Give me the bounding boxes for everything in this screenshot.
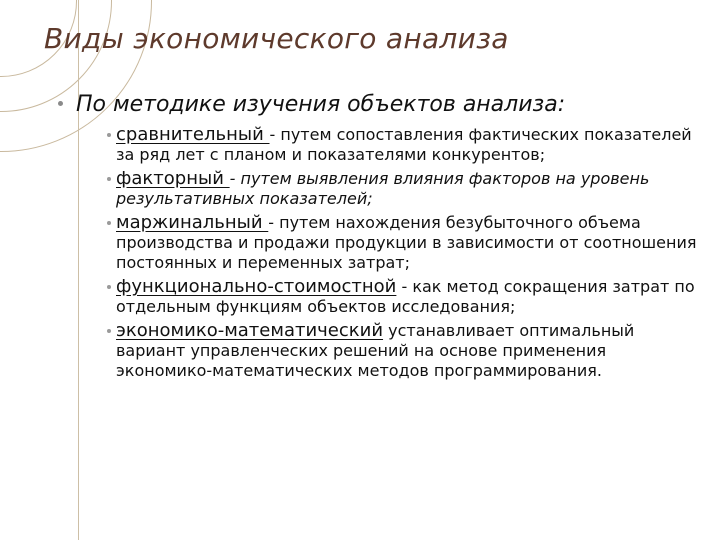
method-description: - путем сопоставления фактических показателей за ряд лет с планом и показателями конкурентов; [116,125,692,164]
bullet-icon [107,133,111,137]
level1-item [58,92,698,117]
level1-text: По методике изучения объектов анализа: [76,92,566,117]
bullet-icon [107,329,111,333]
method-term: функционально-стоимостной [116,276,397,297]
method-description: устанавливает оптимальный вариант управленческих решений на основе применения экономико-математических методов программирования. [116,321,635,380]
method-description: - путем нахождения безубыточного объема производства и продажи продукции в зависимости от соотношения постоянных и переменных затрат; [116,213,697,272]
bullet-icon [58,101,63,106]
method-item-functional-cost [116,277,698,317]
slide-title: Виды экономического анализа [44,22,509,55]
bullet-icon [107,221,111,225]
method-item-comparative [116,125,698,165]
method-term: факторный [116,168,230,189]
method-term: экономико-математический [116,320,384,341]
method-item-marginal [116,213,698,273]
method-term: сравнительный [116,124,270,145]
method-list [58,125,698,381]
method-description: - как метод сокращения затрат по отдельным функциям объектов исследования; [116,277,695,316]
content-block [58,92,698,385]
bullet-icon [107,177,111,181]
method-description: - путем выявления влияния факторов на уровень результативных показателей; [116,169,650,208]
method-item-factor [116,169,698,209]
method-term: маржинальный [116,212,269,233]
bullet-icon [107,285,111,289]
method-item-econ-math [116,321,698,381]
